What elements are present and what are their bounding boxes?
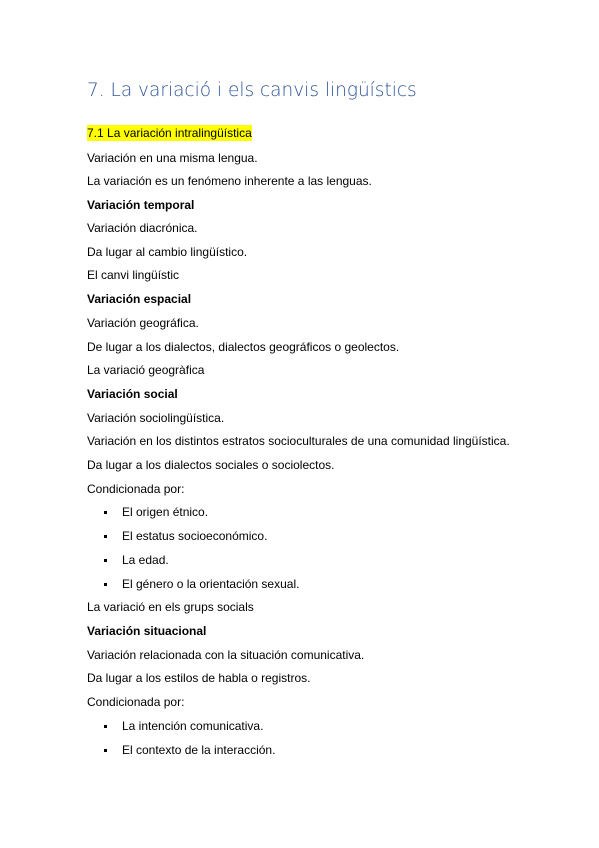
- list-item-text: La intención comunicativa.: [122, 719, 264, 733]
- list-item-text: El contexto de la interacción.: [122, 743, 276, 757]
- list-item-text: El estatus socioeconómico.: [122, 529, 268, 543]
- temporal-line-2: Da lugar al cambio lingüístico.: [87, 245, 248, 259]
- list-item-text: La edad.: [122, 553, 169, 567]
- list-item-text: El género o la orientación sexual.: [122, 577, 300, 591]
- bullet-icon: [104, 583, 107, 586]
- espacial-line-1: Variación geográfica.: [87, 316, 199, 330]
- espacial-line-3: La variació geogràfica: [87, 363, 205, 377]
- situacional-line-2: Da lugar a los estilos de habla o registros.: [87, 671, 311, 685]
- bullet-icon: [104, 749, 107, 752]
- highlighted-heading: 7.1 La variación intralingüística: [87, 126, 252, 140]
- intro-line-1: Variación en una misma lengua.: [87, 151, 258, 165]
- social-after-line: La variació en els grups socials: [87, 600, 254, 614]
- bullet-icon: [104, 559, 107, 562]
- social-line-2: Variación en los distintos estratos socioculturales de una comunidad lingüística.: [87, 434, 510, 448]
- section-heading: [87, 125, 252, 141]
- social-line-1: Variación sociolingüística.: [87, 411, 225, 425]
- situacional-line-3: Condicionada por:: [87, 695, 185, 709]
- social-line-4: Condicionada por:: [87, 482, 185, 496]
- situacional-heading: Variación situacional: [87, 624, 207, 638]
- social-heading: Variación social: [87, 387, 178, 401]
- social-line-3: Da lugar a los dialectos sociales o sociolectos.: [87, 458, 335, 472]
- temporal-line-3: El canvi lingüístic: [87, 268, 180, 282]
- bullet-icon: [104, 511, 107, 514]
- situacional-line-1: Variación relacionada con la situación comunicativa.: [87, 648, 365, 662]
- bullet-icon: [104, 535, 107, 538]
- bullet-icon: [104, 725, 107, 728]
- intro-line-2: La variación es un fenómeno inherente a las lenguas.: [87, 174, 372, 188]
- espacial-heading: Variación espacial: [87, 292, 192, 306]
- temporal-line-1: Variación diacrónica.: [87, 221, 198, 235]
- temporal-heading: Variación temporal: [87, 198, 195, 212]
- espacial-line-2: De lugar a los dialectos, dialectos geográficos o geolectos.: [87, 340, 400, 354]
- page-title: 7. La variació i els canvis lingüístics: [87, 80, 417, 101]
- list-item-text: El origen étnico.: [122, 505, 209, 519]
